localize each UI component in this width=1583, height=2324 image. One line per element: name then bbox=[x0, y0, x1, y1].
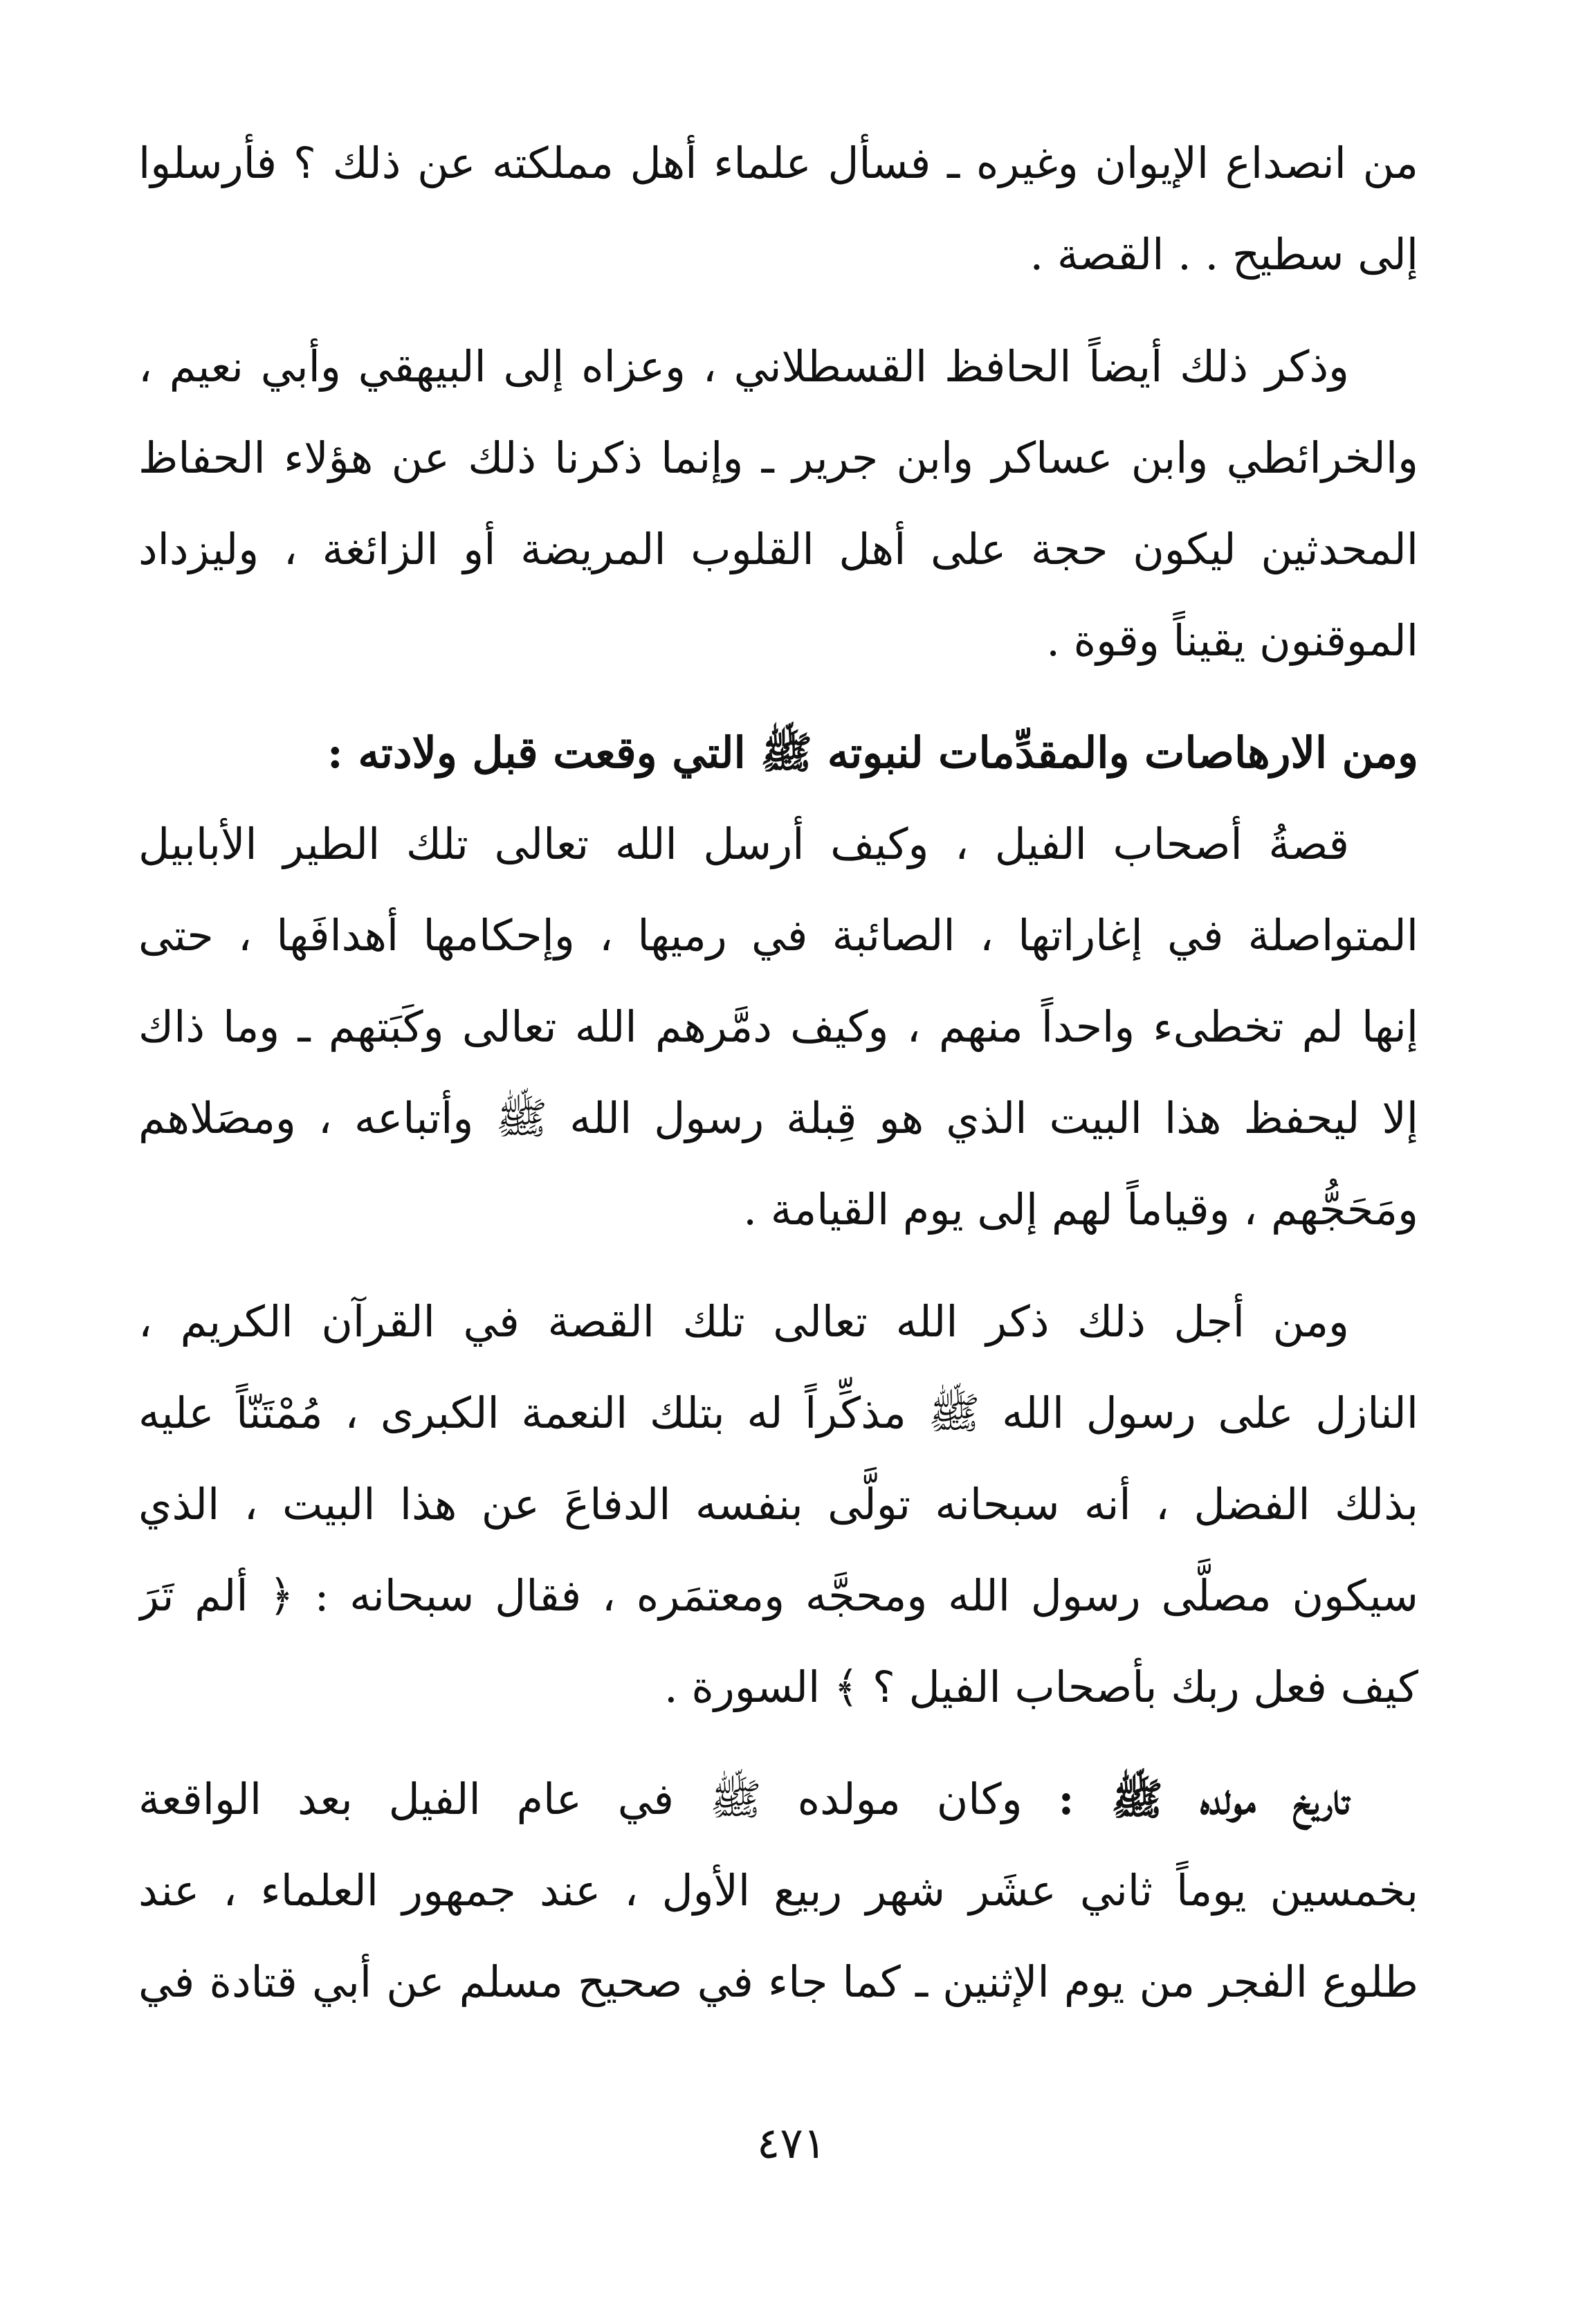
text-line: وذكر ذلك أيضاً الحافظ القسطلاني ، وعزاه إلى البيهقي وأبي نعيم ، bbox=[138, 341, 1349, 392]
page-number: ٤٧١ bbox=[757, 2118, 826, 2168]
text-line: الموقنون يقيناً وقوة . bbox=[1046, 615, 1418, 666]
text-line: إلا ليحفظ هذا البيت الذي هو قِبلة رسول الله ﷺ وأتباعه ، ومصَلاهم bbox=[138, 1093, 1418, 1143]
text-line: والخرائطي وابن عساكر وابن جرير ـ وإنما ذكرنا ذلك عن هؤلاء الحفاظ bbox=[138, 433, 1418, 483]
text-line: النازل على رسول الله ﷺ مذكِّراً له بتلك النعمة الكبرى ، مُمْتَنّاً عليه bbox=[138, 1388, 1418, 1438]
text-line: بخمسين يوماً ثاني عشَر شهر ربيع الأول ، عند جمهور العلماء ، عند bbox=[138, 1865, 1418, 1916]
text-line: كيف فعل ربك بأصحاب الفيل ؟ ﴾ السورة . bbox=[664, 1662, 1418, 1712]
paragraph-quran bbox=[138, 1276, 1418, 1733]
text-line: إلى سطيح . . القصة . bbox=[1030, 229, 1418, 280]
text-line bbox=[138, 1754, 1418, 1845]
paragraph-birth-date bbox=[138, 1754, 1418, 2028]
text-line: بذلك الفضل ، أنه سبحانه تولَّى بنفسه الدفاعَ عن هذا البيت ، الذي bbox=[138, 1479, 1418, 1529]
text-line: قصةُ أصحاب الفيل ، وكيف أرسل الله تعالى تلك الطير الأبابيل bbox=[138, 819, 1349, 869]
paragraph-elephant bbox=[138, 799, 1418, 1255]
heading-line: ومن الارهاصات والمقدِّمات لنبوته ﷺ التي وقعت قبل ولادته : bbox=[327, 727, 1418, 778]
text-line: المتواصلة في إغاراتها ، الصائبة في رميها ، وإحكامها أهدافَها ، حتى bbox=[138, 910, 1418, 961]
text-line: إنها لم تخطىء واحداً منهم ، وكيف دمَّرهم الله تعالى وكَبَتهم ـ وما ذاك bbox=[138, 1001, 1418, 1052]
text-line: المحدثين ليكون حجة على أهل القلوب المريضة أو الزائغة ، وليزداد bbox=[138, 524, 1418, 574]
text-line: من انصداع الإيوان وغيره ـ فسأل علماء أهل مملكته عن ذلك ؟ فأرسلوا bbox=[138, 138, 1418, 188]
text-line: طلوع الفجر من يوم الإثنين ـ كما جاء في صحيح مسلم عن أبي قتادة في bbox=[138, 1957, 1418, 2007]
text-line: سيكون مصلَّى رسول الله ومحجَّه ومعتمَره ، فقال سبحانه : ﴿ ألم تَرَ bbox=[138, 1570, 1418, 1621]
text-run: وكان مولده ﷺ في عام الفيل بعد الواقعة bbox=[138, 1774, 1023, 1824]
paragraph-qastallani bbox=[138, 321, 1418, 687]
text-line: ومن أجل ذلك ذكر الله تعالى تلك القصة في القرآن الكريم ، bbox=[138, 1296, 1349, 1347]
page-body bbox=[138, 118, 1418, 2180]
paragraph-continuation bbox=[138, 118, 1418, 300]
run-in-heading: تاريخ مولده ﷺ : bbox=[1058, 1774, 1349, 1824]
text-line: ومَحَجُّهم ، وقياماً لهم إلى يوم القيامة . bbox=[743, 1184, 1418, 1235]
section-heading bbox=[138, 707, 1418, 799]
